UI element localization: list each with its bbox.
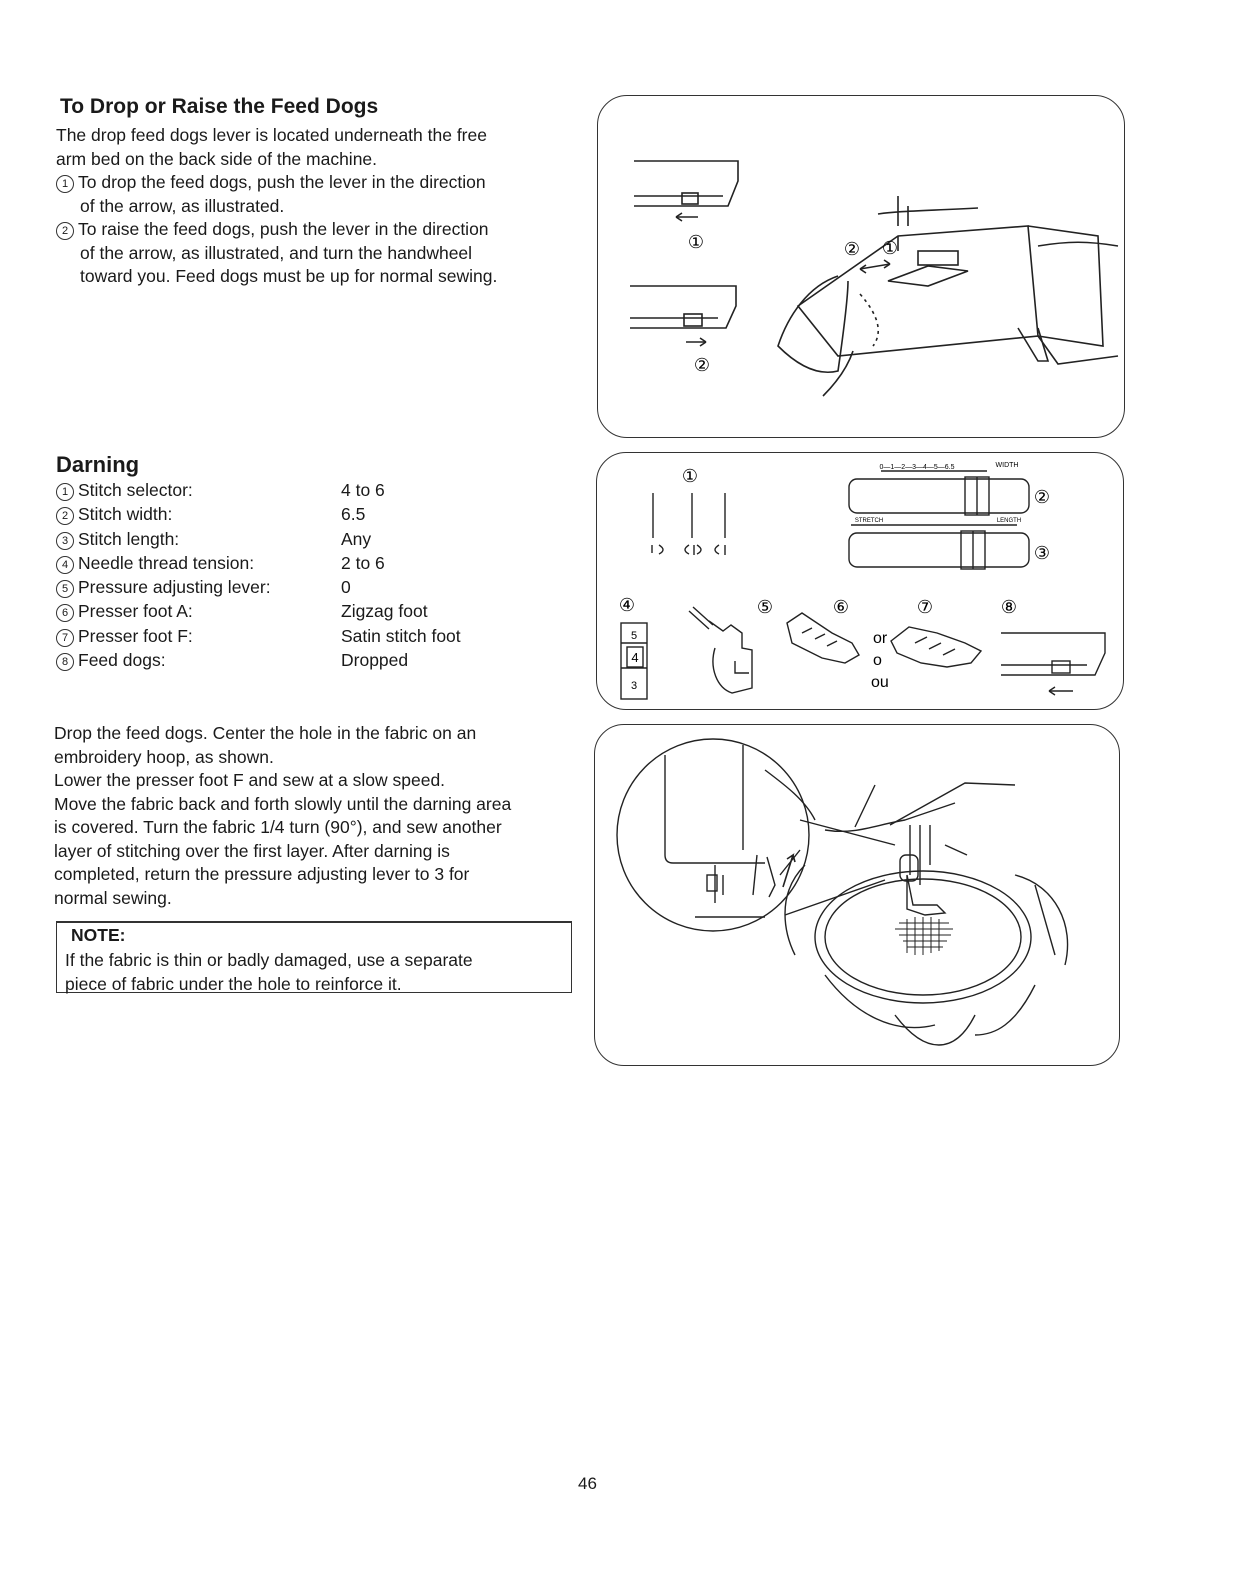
figure-feed-dogs-lever xyxy=(597,95,1125,438)
body-line: normal sewing. xyxy=(54,887,172,908)
body-line: Move the fabric back and forth slowly until the darning area xyxy=(54,793,512,814)
body-line: is covered. Turn the fabric 1/4 turn (90°), and sew another xyxy=(54,817,502,837)
callout-2: ② xyxy=(1033,487,1051,507)
body-line: Drop the feed dogs. Center the hole in the fabric on an xyxy=(54,723,477,743)
callout-2: ② xyxy=(843,239,861,259)
setting-row xyxy=(56,478,461,502)
note-box xyxy=(56,921,572,993)
darning-instructions xyxy=(54,722,584,910)
feed-dogs-instructions xyxy=(56,124,576,289)
setting-value: Satin stitch foot xyxy=(341,625,461,646)
setting-row xyxy=(56,551,461,575)
callout-6: ⑥ xyxy=(832,597,850,617)
note-line: piece of fabric under the hole to reinforce it. xyxy=(65,973,402,994)
setting-label-text: Pressure adjusting lever: xyxy=(78,577,271,598)
setting-value: 0 xyxy=(341,577,351,598)
body-line: embroidery hoop, as shown. xyxy=(54,746,274,767)
setting-row xyxy=(56,575,461,599)
body-line: Lower the presser foot F and sew at a slow speed. xyxy=(54,770,446,790)
setting-number: 4 xyxy=(56,556,74,574)
setting-value: 4 to 6 xyxy=(341,480,385,500)
setting-label xyxy=(56,527,341,551)
setting-value: Dropped xyxy=(341,650,409,671)
or-french: ou xyxy=(871,674,889,691)
setting-label-text: Needle thread tension: xyxy=(78,552,255,573)
section-title-feed-dogs: To Drop or Raise the Feed Dogs xyxy=(60,95,379,118)
stretch-word: STRETCH xyxy=(854,518,884,524)
setting-number: 8 xyxy=(56,653,74,671)
setting-label-text: Stitch width: xyxy=(78,504,173,525)
or-spanish: o xyxy=(873,652,882,669)
step-number: 1 xyxy=(56,175,74,193)
step-2 xyxy=(56,218,576,242)
callout-1: ① xyxy=(681,466,699,486)
callout-5: ⑤ xyxy=(756,597,774,617)
setting-row xyxy=(56,624,461,648)
width-word: WIDTH xyxy=(995,462,1019,469)
setting-number: 3 xyxy=(56,532,74,550)
length-word: LENGTH xyxy=(996,518,1022,524)
setting-label-text: Presser foot A: xyxy=(78,601,193,622)
page-number: 46 xyxy=(578,1474,597,1493)
setting-row xyxy=(56,502,461,526)
step-number: 2 xyxy=(56,222,74,240)
section-title-darning: Darning xyxy=(56,452,140,477)
step-1 xyxy=(56,171,576,195)
note-title: NOTE: xyxy=(71,925,126,945)
callout-8: ⑧ xyxy=(1000,597,1018,617)
tension-number: 5 xyxy=(630,630,638,642)
figure-darning-settings xyxy=(596,452,1124,710)
setting-number: 1 xyxy=(56,483,74,501)
step-text: of the arrow, as illustrated, and turn the handwheel xyxy=(80,242,473,263)
darning-settings-list xyxy=(56,478,461,672)
callout-2: ② xyxy=(693,355,711,375)
figure-darning-hoop xyxy=(594,724,1120,1066)
step-text: of the arrow, as illustrated. xyxy=(80,195,285,216)
or-english: or xyxy=(873,630,888,647)
setting-number: 7 xyxy=(56,629,74,647)
setting-label xyxy=(56,478,341,502)
setting-label xyxy=(56,648,341,672)
setting-label xyxy=(56,624,341,648)
darning-stitch-patch xyxy=(895,917,953,955)
setting-row xyxy=(56,527,461,551)
setting-label xyxy=(56,599,341,623)
step-text: To drop the feed dogs, push the lever in the direction xyxy=(78,172,486,192)
setting-row xyxy=(56,599,461,623)
setting-value: Any xyxy=(341,528,372,549)
tension-number: 4 xyxy=(631,650,639,665)
setting-row xyxy=(56,648,461,672)
intro-line: arm bed on the back side of the machine. xyxy=(56,148,378,169)
setting-label xyxy=(56,502,341,526)
setting-value: Zigzag foot xyxy=(341,601,428,622)
setting-number: 5 xyxy=(56,580,74,598)
intro-line: The drop feed dogs lever is located underneath the free xyxy=(56,125,487,145)
step-text: toward you. Feed dogs must be up for normal sewing. xyxy=(80,266,498,286)
width-scale: 0—1—2—3—4—5—6.5 xyxy=(879,464,955,471)
feed-dogs-illustration xyxy=(598,96,1126,439)
setting-number: 6 xyxy=(56,604,74,622)
step-text: To raise the feed dogs, push the lever in the direction xyxy=(78,219,489,239)
setting-label xyxy=(56,575,341,599)
setting-number: 2 xyxy=(56,507,74,525)
body-line: completed, return the pressure adjusting lever to 3 for xyxy=(54,864,470,884)
tension-number: 3 xyxy=(630,680,638,692)
setting-label xyxy=(56,551,341,575)
note-text xyxy=(65,949,570,996)
setting-value: 6.5 xyxy=(341,504,366,525)
callout-7: ⑦ xyxy=(916,597,934,617)
callout-1: ① xyxy=(881,238,899,258)
setting-value: 2 to 6 xyxy=(341,552,385,573)
callout-1: ① xyxy=(687,232,705,252)
setting-label-text: Stitch selector: xyxy=(78,480,193,500)
setting-label-text: Feed dogs: xyxy=(78,650,166,671)
callout-4: ④ xyxy=(618,595,636,615)
darning-hoop-illustration xyxy=(595,725,1121,1067)
darning-settings-illustration xyxy=(597,453,1125,711)
body-line: layer of stitching over the first layer. After darning is xyxy=(54,840,450,861)
note-line: If the fabric is thin or badly damaged, use a separate xyxy=(65,950,473,970)
callout-3: ③ xyxy=(1033,543,1051,563)
setting-label-text: Stitch length: xyxy=(78,528,180,549)
arrow-icon xyxy=(783,855,795,887)
setting-label-text: Presser foot F: xyxy=(78,625,193,646)
